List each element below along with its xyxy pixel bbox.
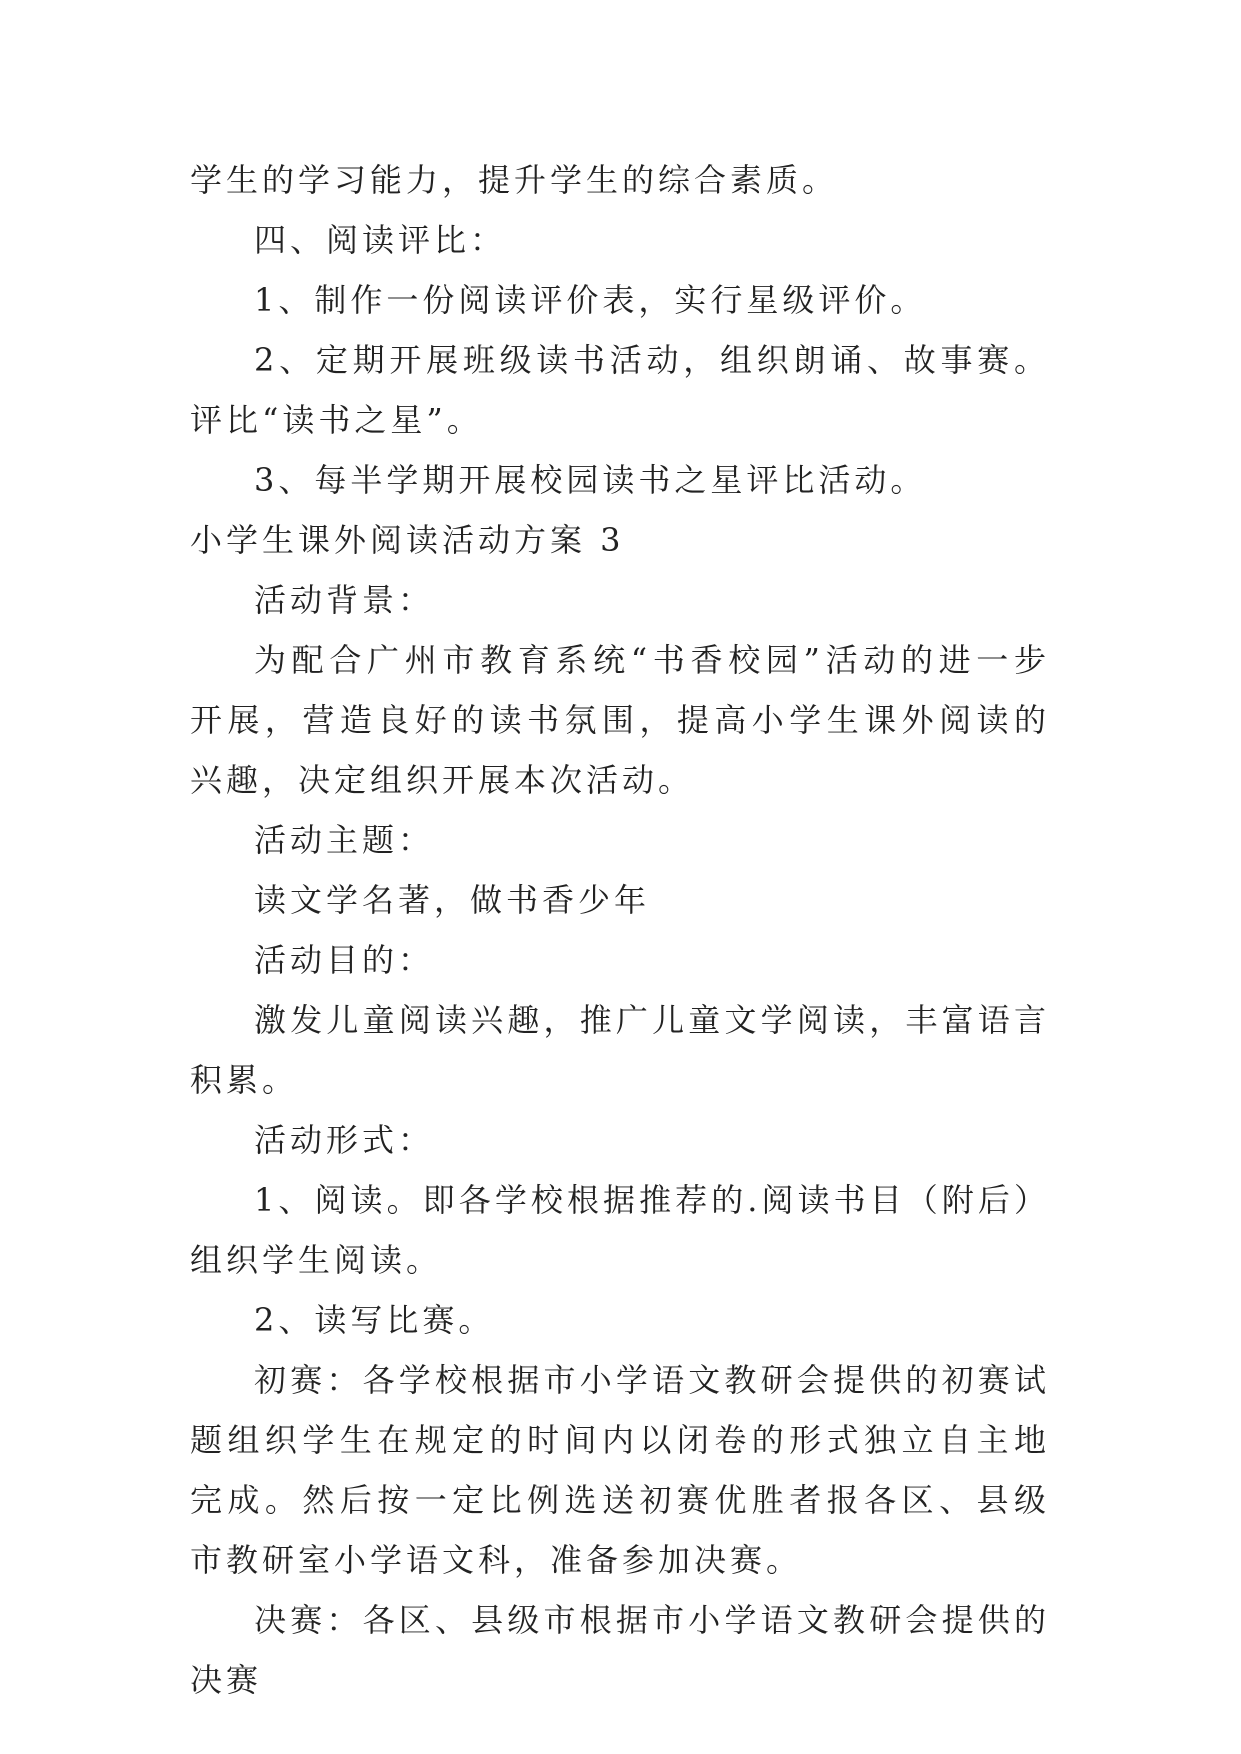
paragraph: 读文学名著，做书香少年	[254, 881, 651, 919]
list-item: 1、制作一份阅读评价表，实行星级评价。	[254, 281, 927, 319]
paragraph: 激发儿童阅读兴趣，推广儿童文学阅读，丰富语言积累。	[190, 1001, 1050, 1099]
paragraph: 决赛：各区、县级市根据市小学语文教研会提供的决赛	[190, 1601, 1050, 1699]
section-heading: 活动背景：	[254, 581, 435, 619]
list-item: 2、读写比赛。	[254, 1301, 495, 1339]
paragraph: 学生的学习能力，提升学生的综合素质。	[190, 161, 839, 199]
section-heading: 活动目的：	[254, 941, 435, 979]
list-item: 2、定期开展班级读书活动，组织朗诵、故事赛。评比“读书之星”。	[190, 341, 1050, 439]
paragraph: 为配合广州市教育系统“书香校园”活动的进一步开展，营造良好的读书氛围，提高小学生课外阅读的兴趣，决定组织开展本次活动。	[190, 641, 1050, 799]
paragraph: 初赛：各学校根据市小学语文教研会提供的初赛试题组织学生在规定的时间内以闭卷的形式独立自主地完成。然后按一定比例选送初赛优胜者报各区、县级市教研室小学语文科，准备参加决赛。	[190, 1361, 1050, 1579]
list-item: 3、每半学期开展校园读书之星评比活动。	[254, 461, 927, 499]
section-heading: 活动形式：	[254, 1121, 435, 1159]
section-heading: 四、阅读评比：	[254, 221, 507, 259]
list-item: 1、阅读。即各学校根据推荐的.阅读书目（附后）组织学生阅读。	[190, 1181, 1050, 1279]
document-body	[190, 150, 1050, 1710]
document-title: 小学生课外阅读活动方案 3	[190, 521, 625, 559]
section-heading: 活动主题：	[254, 821, 435, 859]
